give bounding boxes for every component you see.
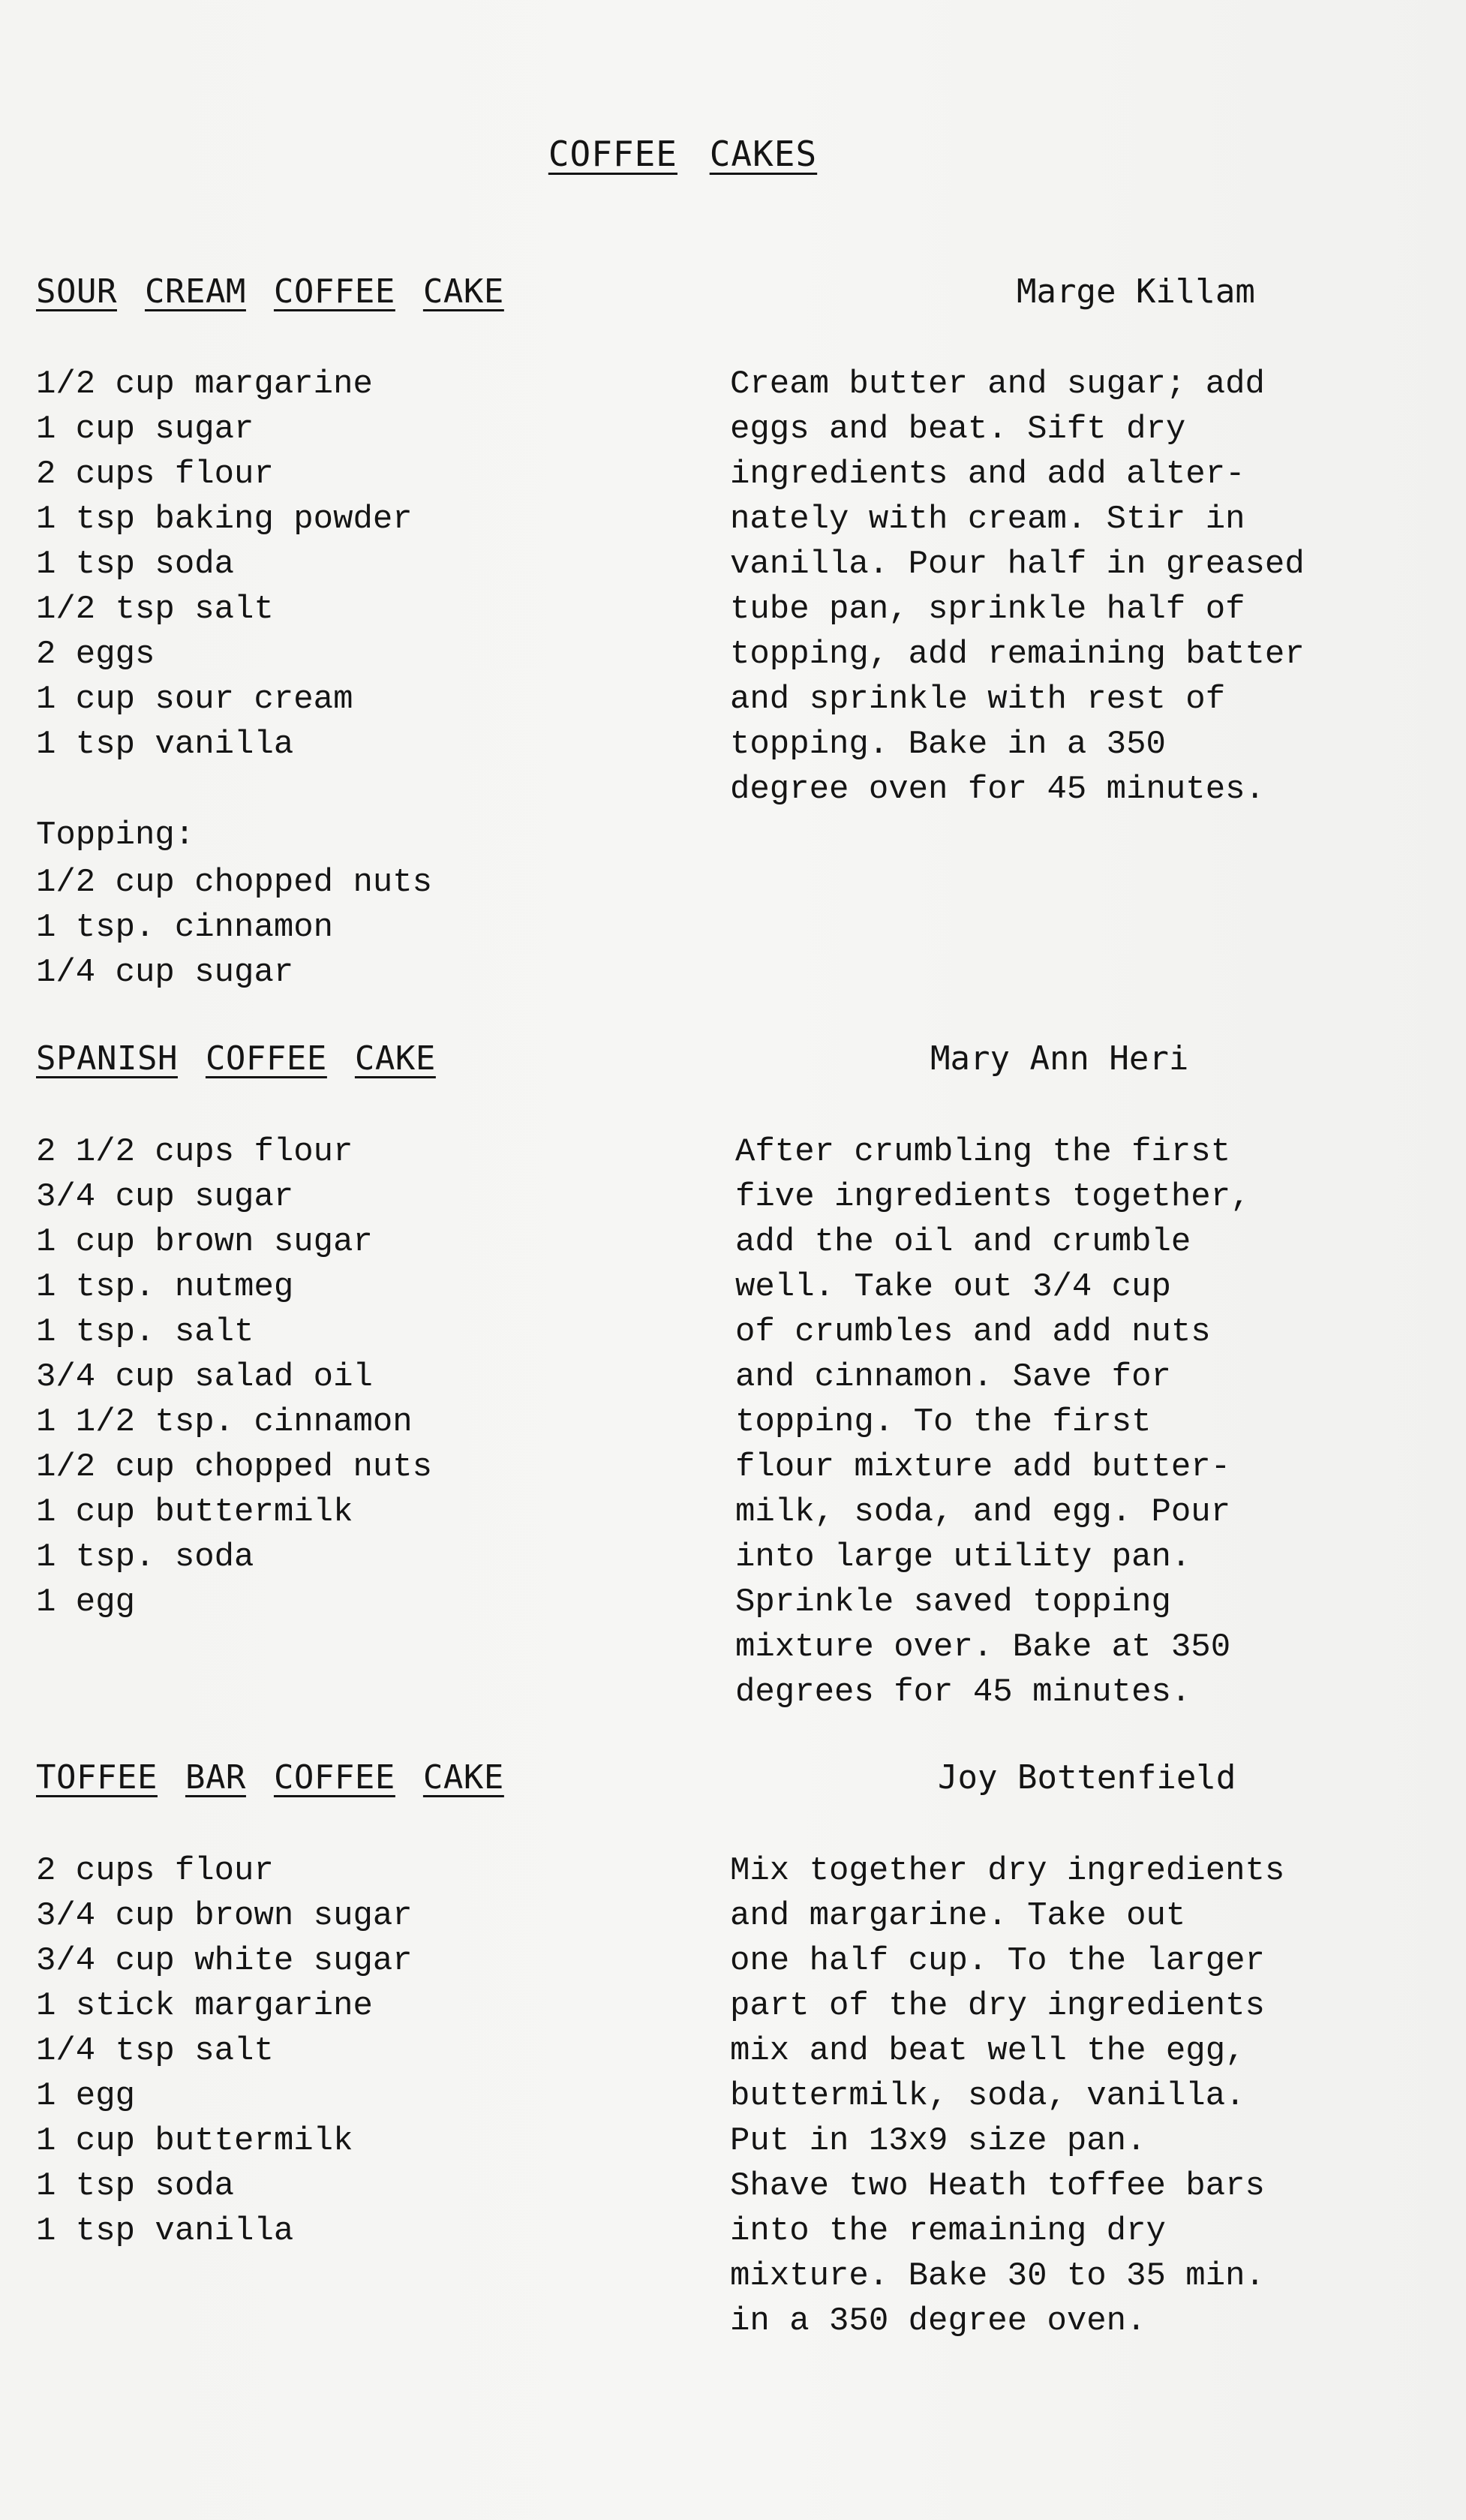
direction-line: milk, soda, and egg. Pour [735, 1493, 1231, 1531]
ingredient-item: 3/4 cup brown sugar [36, 1897, 413, 1935]
direction-line: Cream butter and sugar; add [730, 365, 1265, 403]
recipe-title-word: CREAM [144, 272, 246, 311]
direction-line: tube pan, sprinkle half of [730, 591, 1245, 628]
page-title-word: CAKES [709, 134, 818, 174]
direction-line: and margarine. Take out [730, 1897, 1186, 1935]
ingredient-item: 3/4 cup salad oil [36, 1358, 373, 1396]
direction-line: into large utility pan. [735, 1538, 1191, 1576]
direction-line: in a 350 degree oven. [730, 2302, 1146, 2340]
ingredient-list [36, 1129, 432, 1625]
direction-line: eggs and beat. Sift dry [730, 410, 1186, 448]
ingredient-item: 1 egg [36, 1583, 136, 1621]
ingredient-item: 1/4 tsp salt [36, 2032, 274, 2070]
direction-line: buttermilk, soda, vanilla. [730, 2077, 1245, 2115]
ingredient-item: 1 1/2 tsp. cinnamon [36, 1403, 413, 1441]
recipe-author: Joy Bottenfield [938, 1758, 1236, 1797]
recipe-title-sour-cream-coffee-cake [36, 272, 504, 311]
ingredient-item: 1/2 cup margarine [36, 365, 373, 403]
ingredient-item: 2 cups flour [36, 1852, 274, 1890]
ingredient-item: 1 cup buttermilk [36, 1493, 353, 1531]
direction-line: topping. To the first [735, 1403, 1152, 1441]
ingredient-item: 1/2 tsp salt [36, 591, 274, 628]
recipe-title-toffee-bar-coffee-cake [36, 1758, 504, 1797]
ingredient-item: 3/4 cup sugar [36, 1178, 294, 1216]
ingredient-item: 2 eggs [36, 636, 155, 673]
direction-line: topping, add remaining batter [730, 636, 1305, 673]
direction-line: mixture. Bake 30 to 35 min. [730, 2257, 1265, 2295]
direction-line: well. Take out 3/4 cup [735, 1268, 1171, 1306]
recipe-directions [735, 1129, 1410, 1715]
recipe-title-word: BAR [185, 1758, 246, 1797]
recipe-title-word: COFFEE [273, 272, 395, 311]
recipe-title-spanish-coffee-cake [36, 1039, 436, 1078]
ingredient-item: 2 1/2 cups flour [36, 1133, 353, 1171]
direction-line: nately with cream. Stir in [730, 501, 1245, 538]
ingredient-item: 1 stick margarine [36, 1987, 373, 2025]
direction-line: Shave two Heath toffee bars [730, 2167, 1265, 2205]
page-title-word: COFFEE [548, 134, 677, 174]
direction-line: degree oven for 45 minutes. [730, 771, 1265, 808]
topping-item: 1/2 cup chopped nuts [36, 864, 433, 901]
ingredient-item: 1 cup sour cream [36, 681, 353, 718]
ingredient-item: 1 tsp soda [36, 546, 235, 583]
direction-line: mixture over. Bake at 350 [735, 1628, 1231, 1666]
ingredient-list [36, 362, 413, 767]
ingredient-item: 1 cup brown sugar [36, 1223, 373, 1261]
direction-line: and sprinkle with rest of [730, 681, 1226, 718]
recipe-directions [730, 1848, 1405, 2344]
direction-line: into the remaining dry [730, 2212, 1166, 2250]
ingredient-item: 1 tsp. nutmeg [36, 1268, 294, 1306]
direction-line: ingredients and add alter- [730, 456, 1245, 493]
ingredient-item: 1 tsp. salt [36, 1313, 254, 1351]
topping-label: Topping: [36, 816, 195, 854]
ingredient-item: 1 tsp soda [36, 2167, 235, 2205]
recipe-title-word: SPANISH [36, 1039, 178, 1078]
recipe-author: Marge Killam [1017, 272, 1255, 311]
recipe-title-word: CAKE [422, 272, 504, 311]
ingredient-item: 3/4 cup white sugar [36, 1942, 413, 1980]
direction-line: degrees for 45 minutes. [735, 1673, 1191, 1711]
recipe-author: Mary Ann Heri [930, 1039, 1189, 1078]
direction-line: five ingredients together, [735, 1178, 1251, 1216]
direction-line: one half cup. To the larger [730, 1942, 1265, 1980]
direction-line: Sprinkle saved topping [735, 1583, 1171, 1621]
direction-line: topping. Bake in a 350 [730, 726, 1166, 763]
ingredient-item: 1 tsp vanilla [36, 2212, 294, 2250]
ingredient-item: 1 tsp. soda [36, 1538, 254, 1576]
direction-line: and cinnamon. Save for [735, 1358, 1171, 1396]
direction-line: part of the dry ingredients [730, 1987, 1265, 2025]
recipe-title-word: TOFFEE [36, 1758, 158, 1797]
direction-line: Put in 13x9 size pan. [730, 2122, 1146, 2160]
ingredient-item: 2 cups flour [36, 456, 274, 493]
page-title [0, 134, 1365, 174]
recipe-title-word: COFFEE [205, 1039, 327, 1078]
ingredient-item: 1 tsp vanilla [36, 726, 294, 763]
ingredient-item: 1 egg [36, 2077, 136, 2115]
topping-item: 1/4 cup sugar [36, 954, 294, 991]
recipe-title-word: COFFEE [273, 1758, 395, 1797]
ingredient-item: 1 tsp baking powder [36, 501, 413, 538]
direction-line: add the oil and crumble [735, 1223, 1191, 1261]
direction-line: Mix together dry ingredients [730, 1852, 1285, 1890]
topping-item: 1 tsp. cinnamon [36, 909, 334, 946]
ingredient-item: 1 cup sugar [36, 410, 254, 448]
recipe-title-word: CAKE [354, 1039, 436, 1078]
recipe-directions [730, 362, 1405, 812]
recipe-title-word: SOUR [36, 272, 117, 311]
recipe-title-word: CAKE [422, 1758, 504, 1797]
ingredient-item: 1 cup buttermilk [36, 2122, 353, 2160]
direction-line: flour mixture add butter- [735, 1448, 1231, 1486]
ingredient-list [36, 1848, 413, 2254]
ingredient-item: 1/2 cup chopped nuts [36, 1448, 433, 1486]
direction-line: mix and beat well the egg, [730, 2032, 1245, 2070]
direction-line: After crumbling the first [735, 1133, 1231, 1171]
direction-line: of crumbles and add nuts [735, 1313, 1211, 1351]
topping-list [36, 860, 432, 995]
direction-line: vanilla. Pour half in greased [730, 546, 1305, 583]
